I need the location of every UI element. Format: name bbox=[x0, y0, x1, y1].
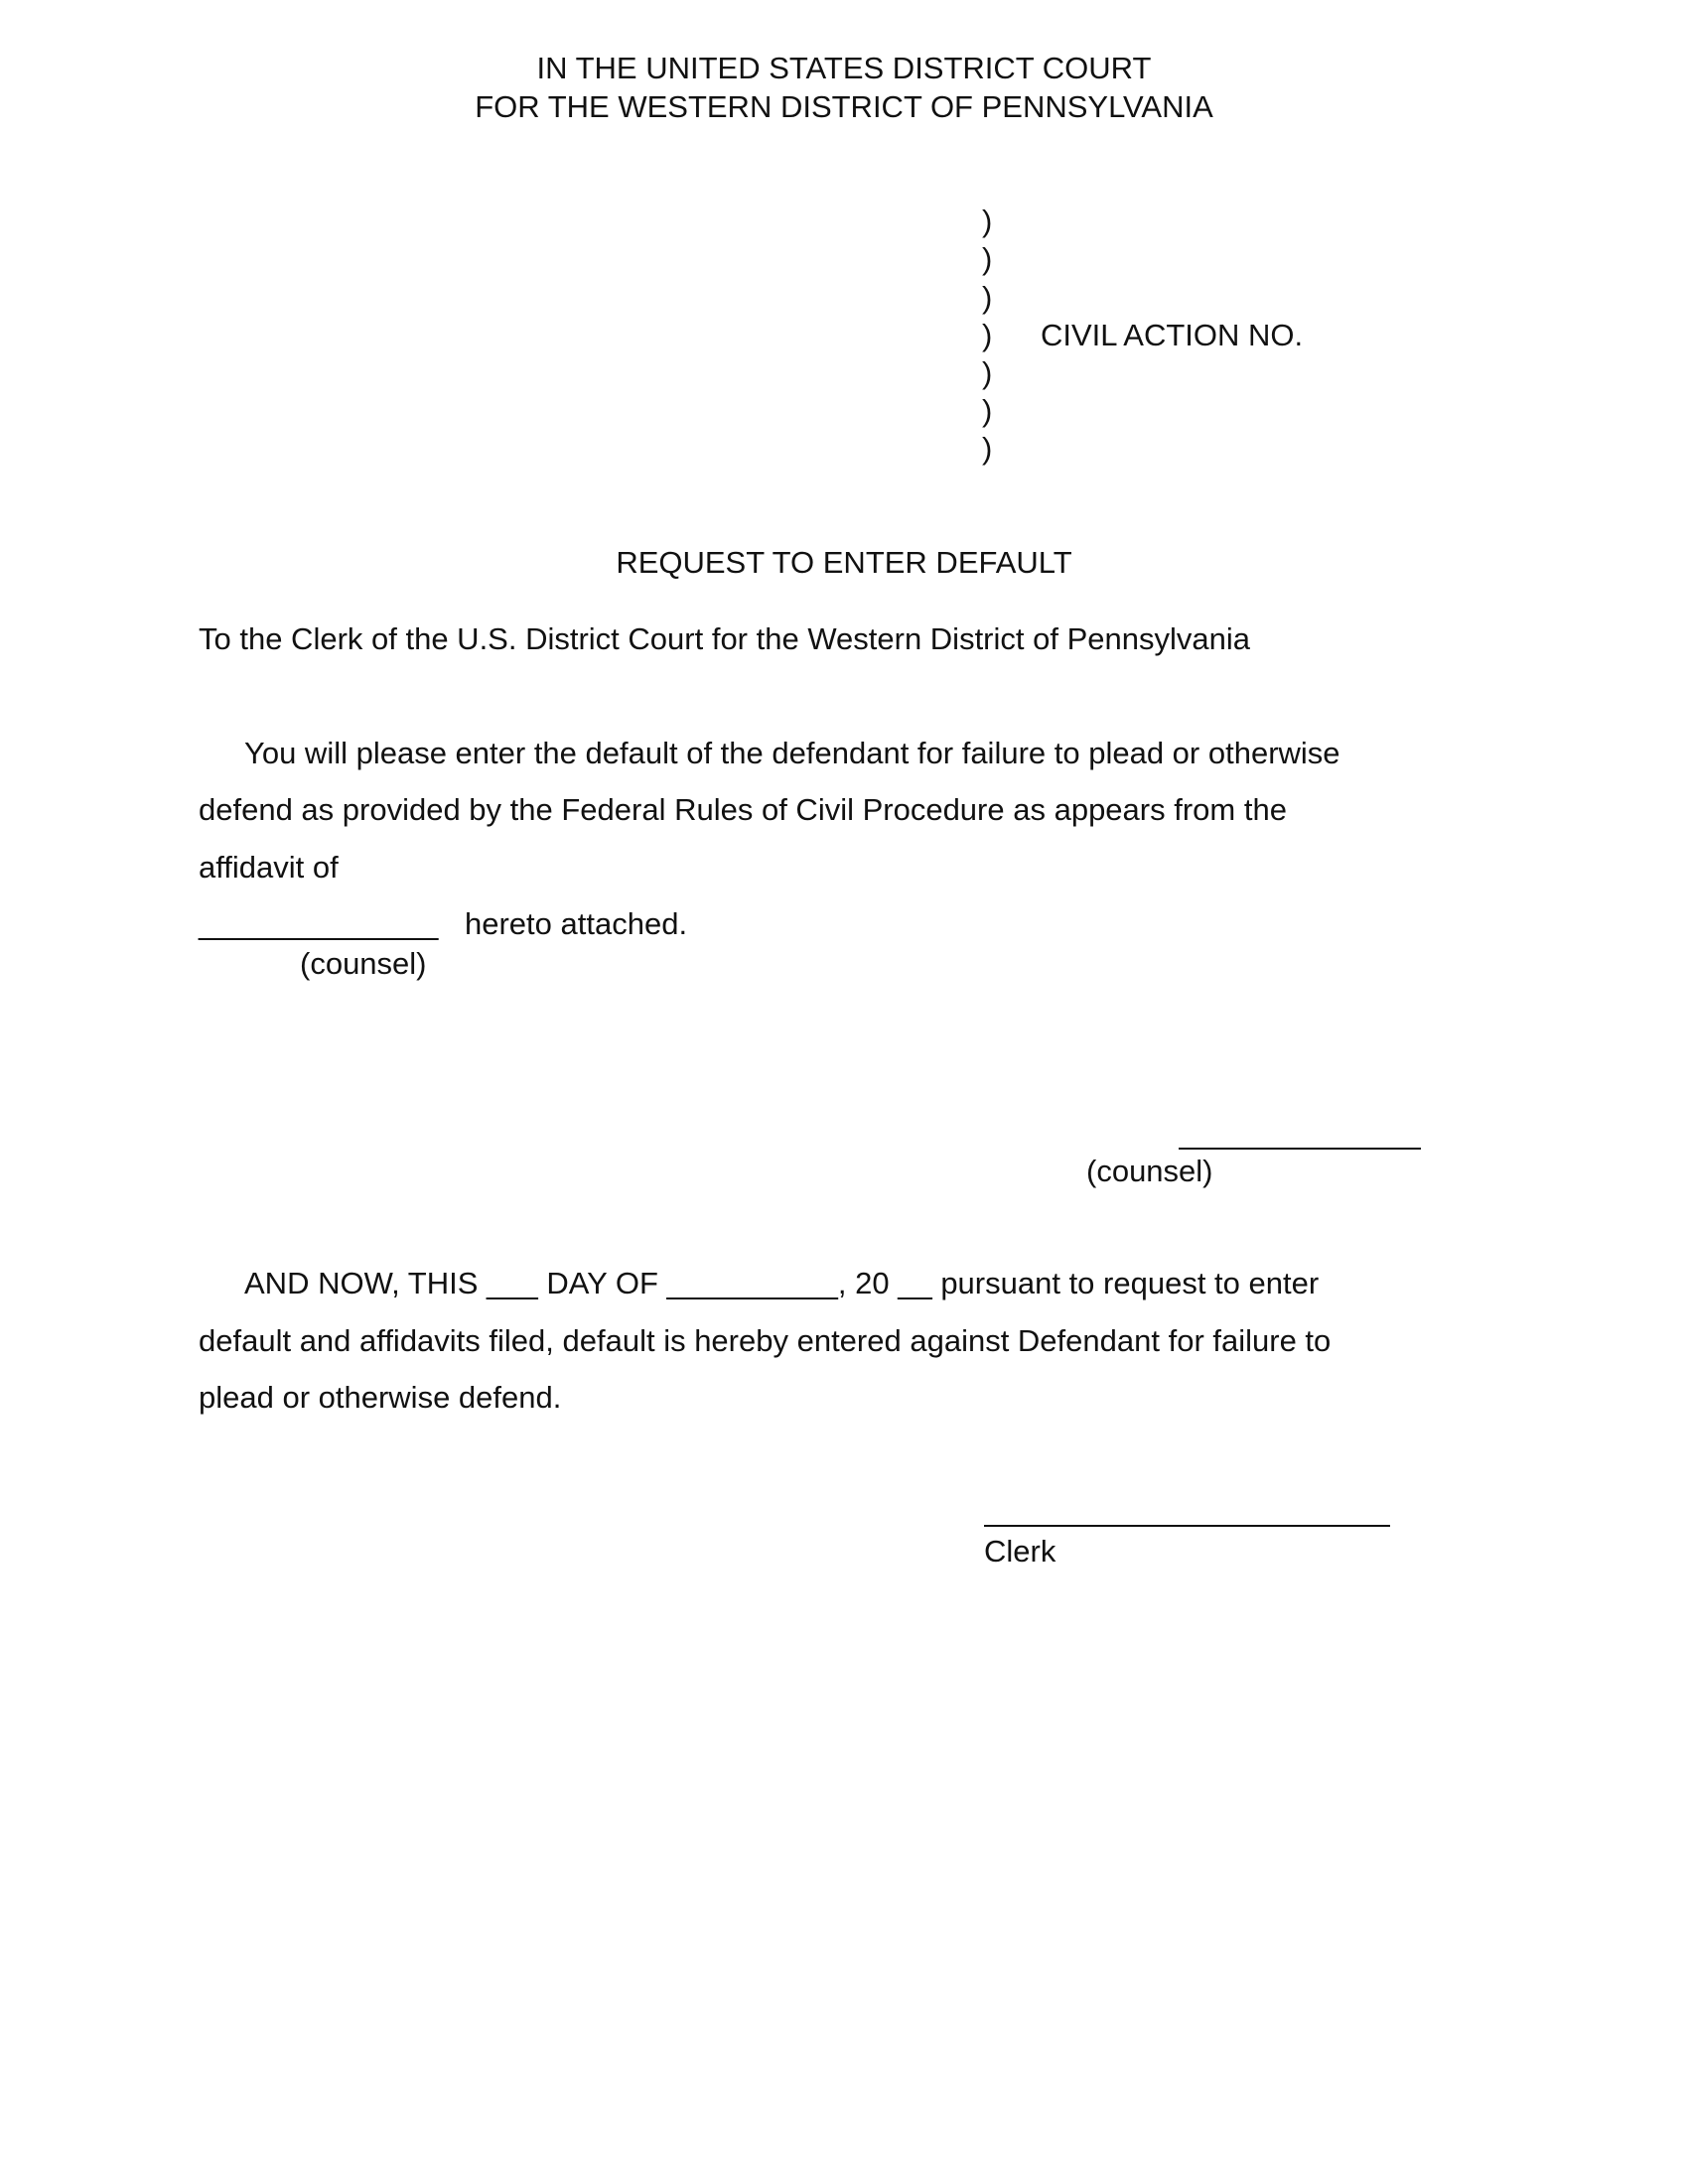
caption-paren: ) bbox=[982, 431, 993, 466]
request-paragraph-line-4: hereto attached. bbox=[465, 906, 688, 941]
clerk-signature-caption: Clerk bbox=[984, 1534, 1056, 1569]
caption-paren: ) bbox=[982, 204, 993, 238]
court-name-line-1: IN THE UNITED STATES DISTRICT COURT bbox=[536, 51, 1152, 85]
clerk-signature-line bbox=[984, 1525, 1390, 1527]
order-paragraph-line-2: default and affidavits filed, default is hereby entered against Defendant for failure to bbox=[199, 1323, 1332, 1358]
caption-paren: ) bbox=[982, 241, 993, 276]
counsel-name-blank: ______________ bbox=[199, 906, 439, 941]
caption-paren: ) bbox=[982, 393, 993, 428]
caption-paren: ) bbox=[982, 280, 993, 315]
caption-paren: ) bbox=[982, 318, 993, 352]
request-paragraph-line-3: affidavit of bbox=[199, 850, 339, 885]
document-title: REQUEST TO ENTER DEFAULT bbox=[616, 545, 1072, 580]
order-paragraph-line-3: plead or otherwise defend. bbox=[199, 1380, 562, 1415]
counsel-signature-caption: (counsel) bbox=[1086, 1154, 1213, 1188]
counsel-caption: (counsel) bbox=[300, 946, 427, 981]
request-paragraph-line-2: defend as provided by the Federal Rules of Civil Procedure as appears from the bbox=[199, 792, 1287, 827]
caption-paren: ) bbox=[982, 355, 993, 390]
civil-action-label: CIVIL ACTION NO. bbox=[1041, 318, 1304, 352]
addressee-line: To the Clerk of the U.S. District Court for the Western District of Pennsylvania bbox=[199, 621, 1250, 656]
request-paragraph-line-1: You will please enter the default of the defendant for failure to plead or otherwise bbox=[244, 736, 1340, 770]
court-name-line-2: FOR THE WESTERN DISTRICT OF PENNSYLVANIA bbox=[475, 89, 1213, 124]
order-paragraph-line-1: AND NOW, THIS ___ DAY OF __________, 20 __ pursuant to request to enter bbox=[244, 1266, 1320, 1300]
counsel-signature-line bbox=[1179, 1148, 1421, 1150]
